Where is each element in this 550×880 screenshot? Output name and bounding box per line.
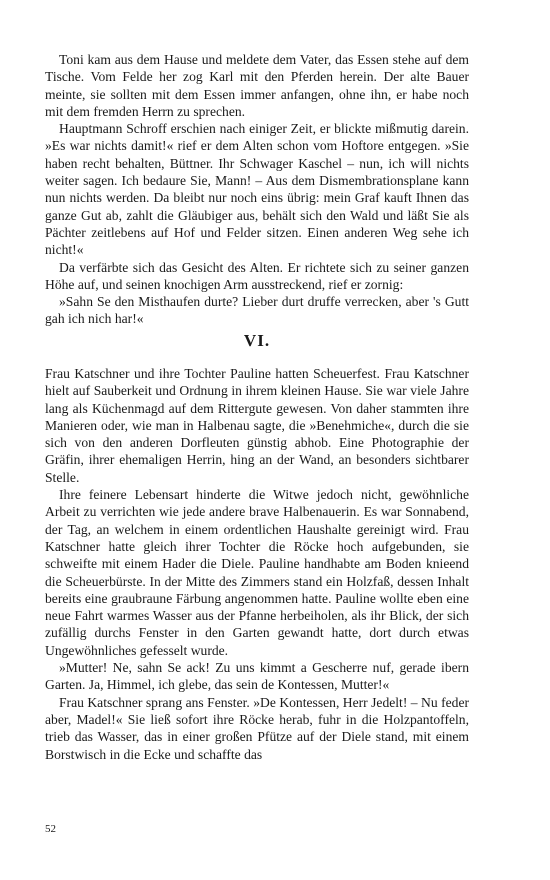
page-number: 52 (45, 823, 56, 835)
text-block-before-chapter (45, 51, 469, 328)
chapter-heading: VI. (243, 331, 271, 350)
paragraph: »Sahn Se den Misthaufen durte? Lieber durt druffe verrecken, aber 's Gutt gah ich nich har!« (45, 294, 469, 327)
paragraph: Hauptmann Schroff erschien nach einiger Zeit, er blickte mißmutig darein. »Es war nichts damit!« rief er dem Alten schon vom Hoftore entgegen. »Sie haben recht behalten, Büttner. Ihr Schwager Kaschel – nun, ich will nichts weiter sagen. Ich bedaure Sie, Mann! – Aus dem Dismembrationsplane kann nun nichts werden. Da bleibt nur noch eins übrig: mein Graf kauft Ihnen das ganze Gut ab, zahlt die Gläubiger aus, behält sich den Wald und läßt Sie als Pächter zeitlebens auf Hof und Felder sitzen. Einen anderen Weg sehe ich nicht!« (45, 121, 469, 258)
paragraph: Toni kam aus dem Hause und meldete dem Vater, das Essen stehe auf dem Tische. Vom Felde her zog Karl mit den Pferden herein. Der alte Bauer meinte, sie sollten mit dem Essen immer anfangen, ohne ihn, er habe noch mit dem fremden Herrn zu sprechen. (45, 52, 469, 119)
paragraph: Ihre feinere Lebensart hinderte die Witwe jedoch nicht, gewöhnliche Arbeit zu verrichten wie jede andere brave Halbenauerin. Es war Sonnabend, der Tag, an welchem in einem ordentlichen Haushalte gereinigt wird. Frau Katschner hatte gleich ihrer Tochter die Röcke hoch aufgebunden, sie schweifte mit einem Hader die Diele. Pauline handhabte am Boden knieend die Scheuerbürste. In der Mitte des Zimmers stand ein Holzfaß, dessen Inhalt bereits eine graubraune Färbung angenommen hatte. Pauline wollte eben eine neue Fahrt warmes Wasser aus der Pfanne herbeiholen, als ihr Blick, der sich zufällig durchs Fenster in den Garten gewandt hatte, dort durch etwas Ungewöhnliches gefesselt wurde. (45, 487, 469, 658)
paragraph: Frau Katschner sprang ans Fenster. »De Kontessen, Herr Jedelt! – Nu feder aber, Madel!« Sie ließ sofort ihre Röcke herab, fuhr in die Holzpantoffeln, trieb das Wasser, das in einer großen Pfütze auf der Diele stand, mit einem Borstwisch in die Ecke und schaffte das (45, 694, 469, 762)
text-block-chapter (45, 365, 469, 763)
paragraph: Frau Katschner und ihre Tochter Pauline hatten Scheuerfest. Frau Katschner hielt auf Sauberkeit und Ordnung in ihrem kleinen Hause. Sie war viele Jahre lang als Küchenmagd auf dem Rittergute gewesen. Von daher stammten ihre Manieren oder, wie man in Halbenau sagte, die »Benehmiche«, durch die sie sich von den anderen Dorfleuten günstig abhob. Eine Photographie der Gräfin, ihrer ehemaligen Herrin, hing an der Wand, an besonders sichtbarer Stelle. (45, 366, 469, 485)
paragraph: »Mutter! Ne, sahn Se ack! Zu uns kimmt a Gescherre nuf, gerade ibern Garten. Ja, Himmel, ich glebe, das sein de Kontessen, Mutter!« (45, 660, 469, 693)
paragraph: Da verfärbte sich das Gesicht des Alten. Er richtete sich zu seiner ganzen Höhe auf, und seinen knochigen Arm ausstreckend, rief er zornig: (45, 259, 469, 292)
